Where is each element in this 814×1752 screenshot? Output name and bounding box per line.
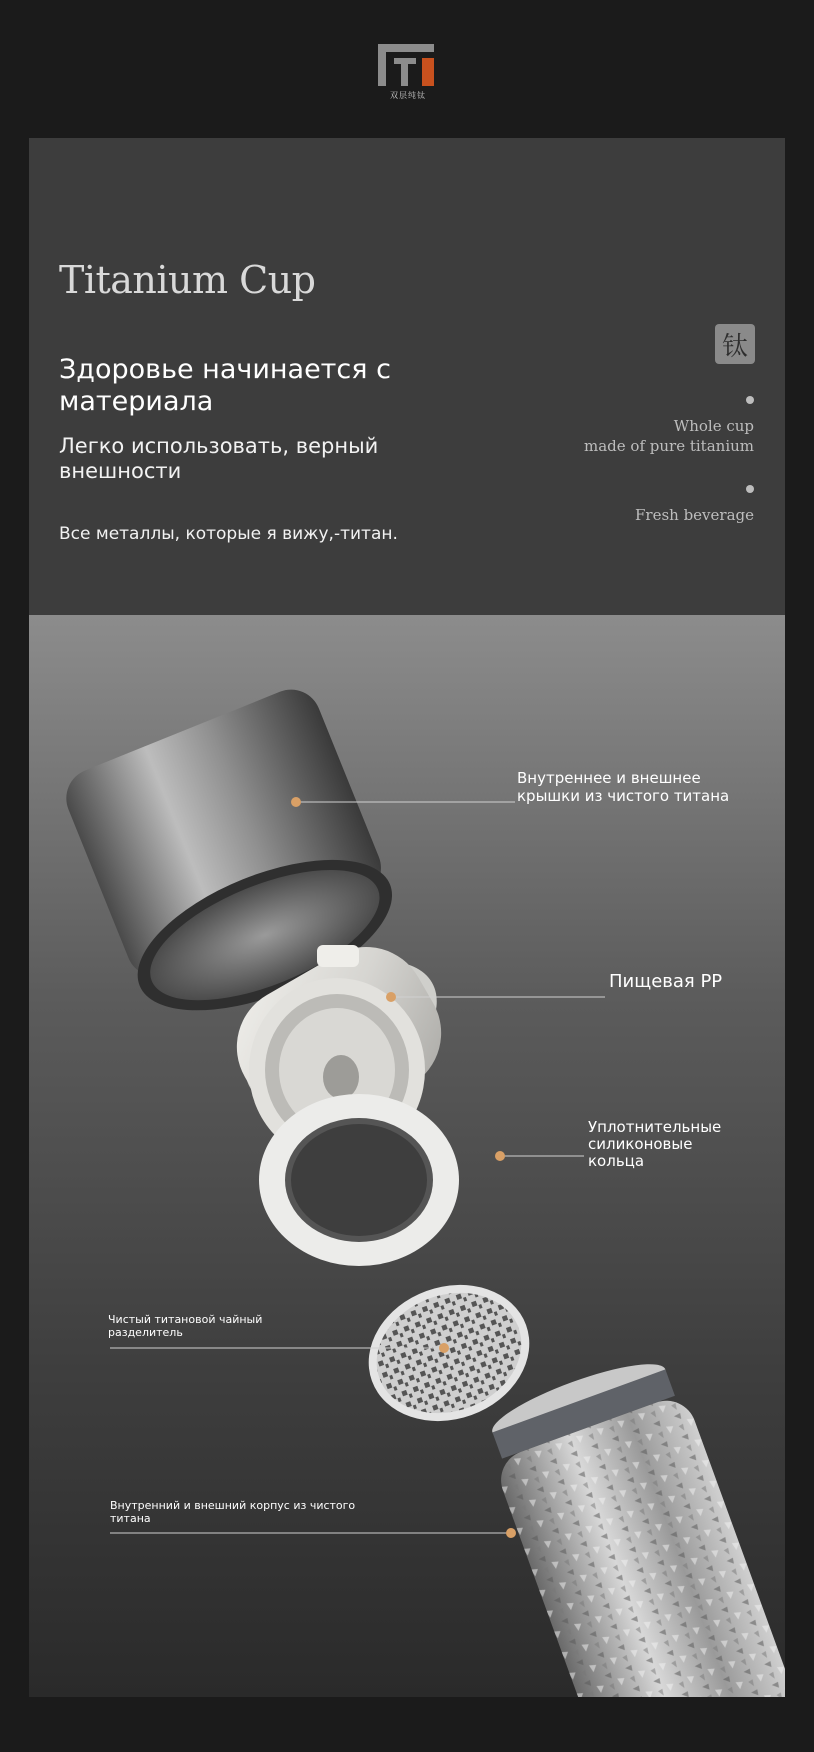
feature-whole-cup	[584, 416, 754, 456]
feature-line: Whole cup	[673, 417, 754, 435]
label-lid: Внутреннее и внешнее крышки из чистого титана	[517, 769, 730, 805]
label-seal-ring: Уплотнительные силиконовые кольца	[588, 1118, 722, 1170]
titanium-note: Все металлы, которые я вижу,-титан.	[59, 524, 398, 544]
feature-fresh-beverage	[635, 505, 754, 525]
feature-bullet-icon	[746, 485, 754, 493]
brand-logo	[376, 42, 440, 102]
titanium-character-icon: 钛	[715, 324, 755, 364]
feature-line: Fresh beverage	[634, 506, 754, 524]
titanium-body	[476, 1347, 785, 1697]
headline: Здоровье начинается с материала	[59, 354, 391, 417]
product-title: Titanium Cup	[59, 258, 316, 302]
subheadline: Легко использовать, верный внешности	[59, 434, 379, 483]
silicone-seal-ring	[259, 1094, 459, 1266]
intro-panel	[29, 138, 785, 615]
label-body: Внутренний и внешний корпус из чистого титана	[110, 1499, 356, 1525]
feature-bullet-icon	[746, 396, 754, 404]
product-exploded-view	[29, 615, 785, 1697]
titanium-logo-icon	[376, 42, 440, 88]
label-pp-cap: Пищевая PP	[609, 971, 723, 992]
label-tea-filter: Чистый титановой чайный разделитель	[108, 1313, 263, 1339]
logo-subtitle: 双层纯钛	[390, 91, 426, 100]
feature-line: made of pure titanium	[584, 437, 754, 455]
